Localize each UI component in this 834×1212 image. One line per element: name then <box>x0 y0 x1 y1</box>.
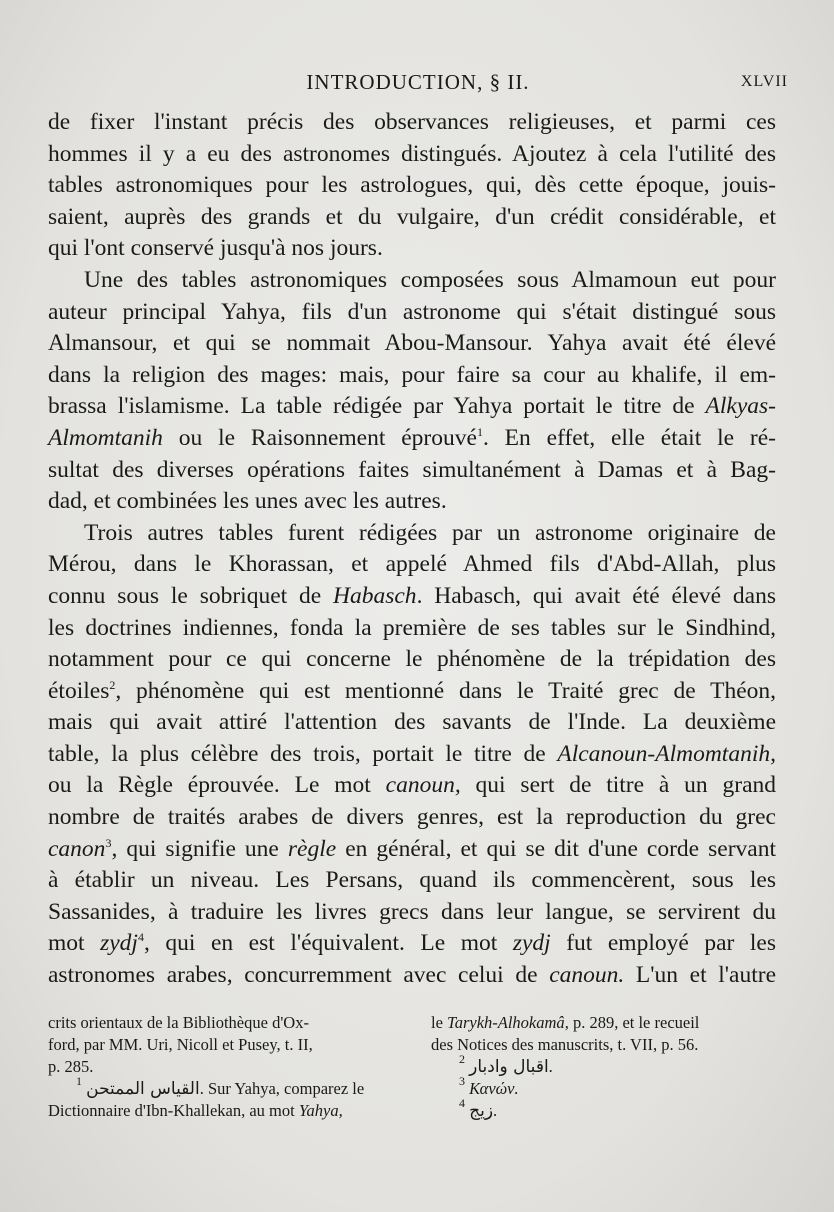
text-run: étoiles <box>48 677 110 704</box>
arabic-text: القياس الممتحن <box>86 1079 200 1099</box>
text-line <box>48 770 776 802</box>
greek-text: Κανών. <box>469 1079 519 1098</box>
text-line: Mérou, dans le Khorassan, et appelé Ahmed fils d'Abd-Allah, plus <box>48 551 776 578</box>
text-line <box>48 581 776 613</box>
text-line: hommes il y a eu des astronomes distingués. Ajoutez à cela l'utilité des <box>48 140 776 167</box>
footnote-line: crits orientaux de la Bibliothèque d'Ox- <box>48 1013 309 1032</box>
text-run: ou la Règle éprouvée. Le mot <box>48 772 386 799</box>
footnotes-right-column <box>431 1012 788 1122</box>
text-line: sultat des diverses opérations faites simultanément à Damas et à Bag- <box>48 456 776 483</box>
text-run: fut employé par les <box>550 930 776 957</box>
footnote-line: ford, par MM. Uri, Nicoll et Pusey, t. II, <box>48 1035 313 1054</box>
text-run: qui sert de titre à un grand <box>460 772 777 799</box>
footnote-ref-4: 4 <box>137 930 144 945</box>
text-line: mais qui avait attiré l'attention des savants de l'Inde. La deuxième <box>48 709 776 736</box>
italic-word: canoun. <box>549 962 625 989</box>
footnote-number: 4 <box>459 1096 465 1110</box>
footnote-text: Dictionnaire d'Ibn-Khallekan, au mot <box>48 1101 299 1120</box>
text-run: brassa l'islamisme. La table rédigée par Yahya portait le titre de <box>48 393 706 420</box>
arabic-text: زيج <box>469 1101 494 1121</box>
text-line: tables astronomiques pour les astrologues, qui, dès cette époque, jouis- <box>48 172 776 199</box>
text-line <box>48 423 776 455</box>
text-line: dans la religion des mages: mais, pour faire sa cour au khalife, il em- <box>48 361 776 388</box>
footnote-ref-1: 1 <box>476 424 483 439</box>
text-run: mot <box>48 930 101 957</box>
text-run: . Habasch, qui avait été élevé dans <box>416 582 776 609</box>
italic-title: Alcanoun-Almomtanih, <box>557 740 776 767</box>
text-line: Sassanides, à traduire les livres grecs dans leur langue, se servirent du <box>48 898 776 925</box>
footnotes-left-column <box>48 1012 393 1122</box>
running-title: INTRODUCTION, § II. <box>306 70 530 94</box>
text-line <box>48 834 776 866</box>
footnote-line: p. 285. <box>48 1057 94 1076</box>
text-line <box>48 739 776 771</box>
footnote-text: le <box>431 1013 448 1032</box>
text-line: qui l'ont conservé jusqu'à nos jours. <box>48 235 383 262</box>
footnote-number: 2 <box>459 1052 465 1066</box>
footnote-3 <box>431 1074 788 1100</box>
italic-word: canon <box>48 835 106 862</box>
italic-title: Alkyas- <box>705 393 776 420</box>
footnote-line: des Notices des manuscrits, t. VII, p. 56. <box>431 1035 699 1054</box>
footnote-2 <box>431 1052 788 1078</box>
text-line: auteur principal Yahya, fils d'un astronome qui s'était distingué sous <box>48 298 776 325</box>
italic-name: Habasch <box>333 582 417 609</box>
footnote-text: . <box>493 1101 498 1120</box>
text-run: , qui signifie une <box>111 835 288 862</box>
paragraph-2 <box>48 265 776 518</box>
text-run: table, la plus célèbre des trois, portait le titre de <box>48 740 558 767</box>
text-line <box>48 960 776 992</box>
text-run: , qui en est l'équivalent. Le mot <box>143 930 513 957</box>
text-line <box>48 391 776 423</box>
footnote-4 <box>431 1096 788 1122</box>
footnote-text: . Sur Yahya, comparez le <box>199 1079 365 1098</box>
text-run: , phénomène qui est mentionné dans le Traité grec de Théon, <box>115 677 776 704</box>
text-line <box>48 676 776 708</box>
page-header <box>48 70 788 100</box>
text-run: astronomes arabes, concurremment avec celui de <box>48 962 550 989</box>
footnote-text: , p. 289, et le recueil <box>564 1013 700 1032</box>
text-line: notamment pour ce qui concerne le phénomène de la trépidation des <box>48 646 776 673</box>
italic-word: Yahya, <box>298 1101 343 1120</box>
italic-word: règle <box>287 835 337 862</box>
text-line: de fixer l'instant précis des observances religieuses, et parmi ces <box>48 109 776 135</box>
italic-title: Almomtanih <box>48 424 163 451</box>
text-line: saient, auprès des grands et du vulgaire, d'un crédit considérable, et <box>48 203 776 230</box>
italic-title: Tarykh-Alhokamâ <box>447 1013 565 1032</box>
paragraph-1 <box>48 107 776 265</box>
text-line: à établir un niveau. Les Persans, quand ils commencèrent, sous les <box>48 867 776 894</box>
paragraph-3 <box>48 518 776 992</box>
text-run: . En effet, elle était le ré- <box>482 424 776 451</box>
italic-word: canoun, <box>385 772 461 799</box>
footnote-number: 3 <box>459 1074 465 1088</box>
footnote-number: 1 <box>76 1074 82 1088</box>
text-line <box>48 928 776 960</box>
text-line: Almansour, et qui se nommait Abou-Mansour. Yahya avait été élevé <box>48 330 776 357</box>
main-text <box>48 107 776 992</box>
arabic-text: اقبال وادبار <box>469 1057 549 1077</box>
italic-word: zydj <box>512 930 551 957</box>
footnote-line <box>48 1100 393 1122</box>
footnote-ref-3: 3 <box>105 835 112 850</box>
text-line: les doctrines indiennes, fonda la première de ses tables sur le Sindhind, <box>48 614 776 641</box>
text-line: nombre de traités arabes de divers genres, est la reproduction du grec <box>48 804 776 831</box>
footnote-line <box>431 1012 788 1034</box>
text-run: connu sous le sobriquet de <box>48 582 334 609</box>
text-line: Trois autres tables furent rédigées par un astronome originaire de <box>84 519 776 546</box>
text-run: ou le Raisonnement éprouvé <box>162 424 477 451</box>
footnote-text: . <box>548 1057 553 1076</box>
page-number: XLVII <box>740 73 788 90</box>
footnote-ref-2: 2 <box>109 677 116 692</box>
text-run: en général, et qui se dit d'une corde servant <box>336 835 776 862</box>
footnote-1 <box>48 1074 393 1100</box>
text-run: L'un et l'autre <box>624 962 777 989</box>
text-line: Une des tables astronomiques composées sous Almamoun eut pour <box>84 266 776 293</box>
text-line: dad, et combinées les unes avec les autres. <box>48 488 447 515</box>
italic-word: zydj <box>100 930 138 957</box>
